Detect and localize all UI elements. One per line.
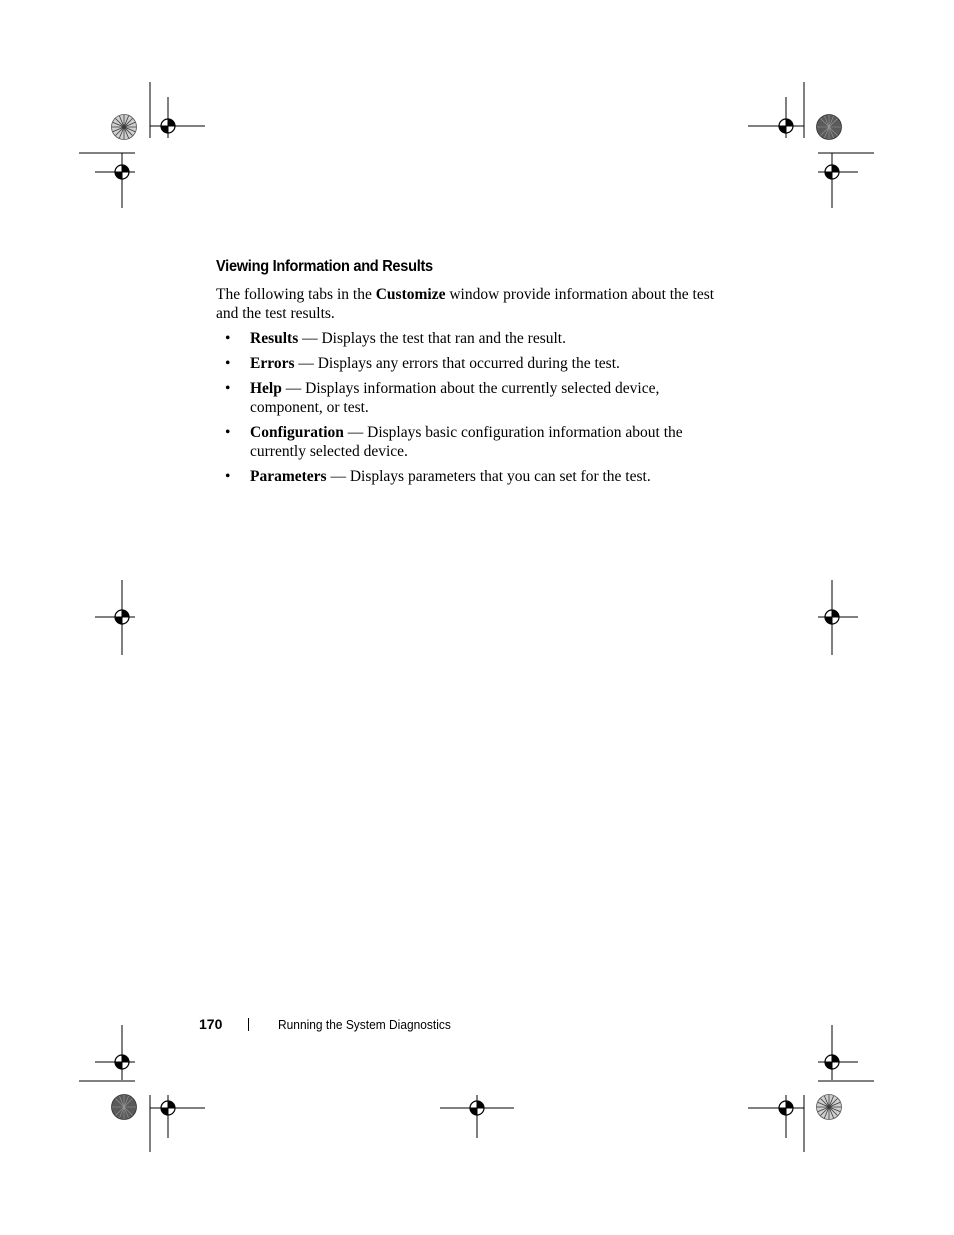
list-item-text: — Displays basic configuration information about the currently selected device. bbox=[250, 424, 683, 460]
list-item-text: — Displays any errors that occurred during the test. bbox=[294, 355, 620, 372]
intro-window-name: Customize bbox=[375, 286, 446, 303]
intro-text-suffix: window provide information about the test and the test results. bbox=[216, 286, 715, 322]
footer-divider bbox=[248, 1018, 249, 1031]
list-item-term: Results bbox=[250, 330, 299, 347]
list-item-results bbox=[216, 329, 716, 348]
list-item-term: Parameters bbox=[250, 468, 327, 485]
bullet-icon: • bbox=[225, 468, 231, 485]
list-item-errors bbox=[216, 354, 716, 373]
intro-paragraph bbox=[216, 285, 716, 323]
bullet-icon: • bbox=[225, 424, 231, 441]
list-item-term: Errors bbox=[250, 355, 295, 372]
running-footer-title: Running the System Diagnostics bbox=[278, 1017, 451, 1032]
bullet-icon: • bbox=[225, 380, 231, 397]
list-item-term: Help bbox=[250, 380, 282, 397]
bullet-icon: • bbox=[225, 355, 231, 372]
list-item-configuration bbox=[216, 423, 716, 461]
bullet-icon: • bbox=[225, 330, 231, 347]
list-item-text: — Displays parameters that you can set for the test. bbox=[326, 468, 651, 485]
intro-text-prefix: The following tabs in the bbox=[216, 286, 376, 303]
section-heading: Viewing Information and Results bbox=[216, 258, 433, 275]
tab-description-list bbox=[216, 329, 716, 492]
list-item-help bbox=[216, 379, 716, 417]
list-item-term: Configuration bbox=[250, 424, 344, 441]
page-number: 170 bbox=[199, 1016, 223, 1032]
list-item-text: — Displays information about the currently selected device, component, or test. bbox=[250, 380, 660, 416]
list-item-text: — Displays the test that ran and the result. bbox=[298, 330, 566, 347]
list-item-parameters bbox=[216, 467, 716, 486]
